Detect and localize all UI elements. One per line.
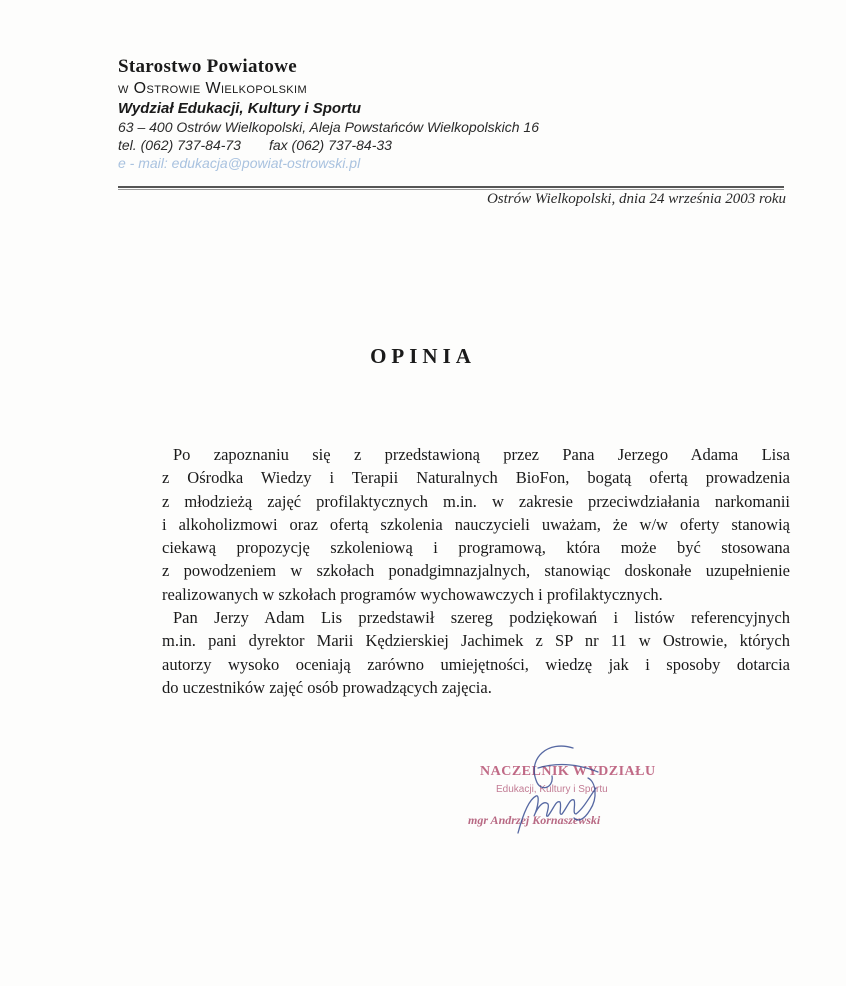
body-line: do uczestników zajęć osób prowadzących zajęcia. (162, 677, 492, 697)
body-line: z Ośrodka Wiedzy i Terapii Naturalnych BioFon, bogatą ofertą prowadzenia (162, 468, 790, 488)
email-address: e - mail: edukacja@powiat-ostrowski.pl (118, 155, 361, 171)
paragraph-2 (162, 606, 790, 699)
body-line: z powodzeniem w szkołach ponadgimnazjalnych, stanowiąc doskonałe uzupełnienie (162, 561, 790, 581)
stamp-signatory-name: mgr Andrzej Kornaszewski (468, 813, 601, 827)
body-line: autorzy wysoko oceniają zarówno umiejętności, wiedzę jak i sposoby dotarcia (162, 654, 790, 674)
body-line: z młodzieżą zajęć profilaktycznych m.in. w zakresie przeciwdziałania narkomanii (162, 491, 790, 511)
phone-number: tel. (062) 737-84-73 (118, 137, 241, 153)
body-line: m.in. pani dyrektor Marii Kędzierskiej Jachimek z SP nr 11 w Ostrowie, których (162, 631, 790, 651)
header-divider (118, 186, 784, 188)
fax-number: fax (062) 737-84-33 (268, 137, 392, 153)
letterhead (118, 57, 678, 174)
office-address: 63 – 400 Ostrów Wielkopolski, Aleja Powstańców Wielkopolskich 16 (118, 119, 539, 135)
body-line: Po zapoznaniu się z przedstawioną przez Pana Jerzego Adama Lisa (173, 445, 790, 464)
body-line: Pan Jerzy Adam Lis przedstawił szereg podziękowań i listów referencyjnych (173, 608, 790, 628)
paragraph-1 (162, 443, 790, 606)
office-name: Starostwo Powiatowe (118, 56, 297, 77)
handwritten-signature (478, 738, 628, 838)
letter-body (162, 443, 790, 699)
letter-date: Ostrów Wielkopolski, dnia 24 września 2003 roku (486, 191, 786, 207)
body-line: ciekawą propozycję szkoleniową i programową, która może być stosowana (162, 538, 790, 558)
document-title: OPINIA (370, 344, 476, 368)
stamp-title: NACZELNIK WYDZIAŁU (480, 764, 656, 779)
contact-phones (118, 138, 678, 156)
body-line: realizowanych w szkołach programów wychowawczych i profilaktycznych. (162, 584, 663, 604)
stamp-subtitle: Edukacji, Kultury i Sportu (496, 784, 608, 795)
office-city: w Ostrowie Wielkopolskim (118, 80, 308, 97)
header-divider-thin (118, 189, 784, 190)
body-line: i alkoholizmowi oraz ofertą szkolenia nauczycieli uważam, że w/w oferty stanowią (162, 514, 790, 534)
department-name: Wydział Edukacji, Kultury i Sportu (118, 100, 362, 117)
